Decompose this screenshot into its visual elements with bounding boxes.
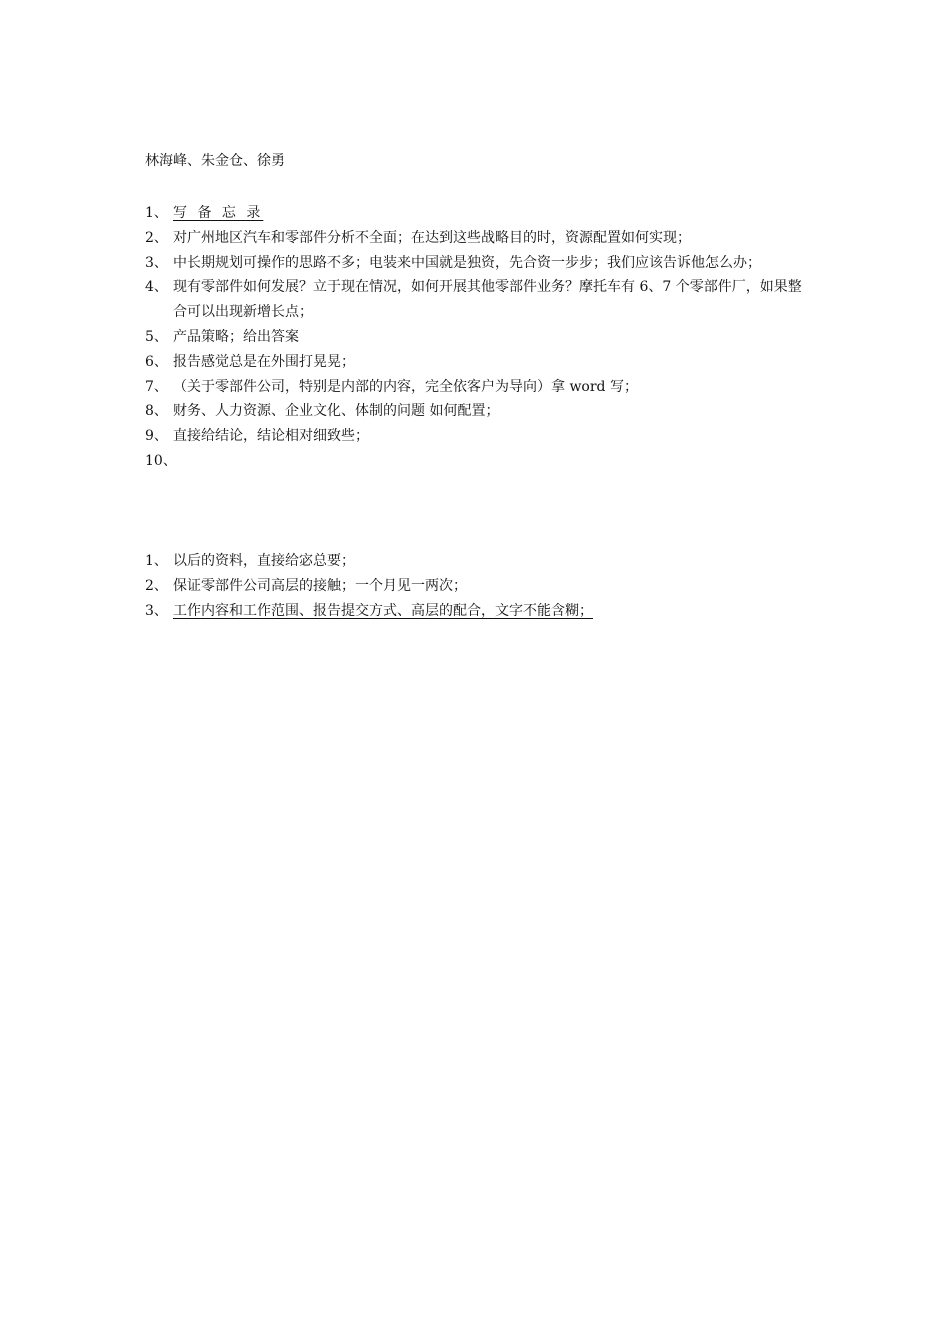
list-number: 6、	[145, 353, 168, 370]
list-number: 3、	[145, 602, 168, 619]
list-text: 工作内容和工作范围、报告提交方式、高层的配合，文字不能含糊；	[173, 602, 593, 619]
list-text: 写 备 忘 录	[173, 205, 264, 221]
list-text: 中长期规划可操作的思路不多；电装来中国就是独资，先合资一步步；我们应该告诉他怎么办；	[173, 254, 761, 271]
list-number: 1、	[145, 553, 168, 569]
list-item	[145, 201, 815, 226]
list-number: 9、	[145, 428, 168, 445]
list-number: 2、	[145, 229, 168, 246]
memo-list	[145, 201, 815, 474]
list-item	[145, 549, 815, 574]
list-item	[145, 399, 815, 424]
list-item	[145, 350, 815, 375]
list-item	[145, 325, 815, 350]
list-text: 产品策略；给出答案	[173, 328, 299, 345]
list-item	[145, 574, 815, 599]
list-number: 8、	[145, 403, 168, 420]
list-item	[145, 375, 815, 400]
list-text: 直接给结论，结论相对细致些；	[173, 428, 369, 445]
list-text: 对广州地区汽车和零部件分析不全面；在达到这些战略目的时，资源配置如何实现；	[173, 229, 691, 246]
list-number: 4、	[145, 279, 168, 296]
list-item	[145, 424, 815, 449]
list-text: 报告感觉总是在外围打晃晃；	[173, 353, 355, 370]
list-number: 7、	[145, 378, 168, 395]
list-number: 1、	[145, 205, 168, 221]
followup-list	[145, 549, 815, 623]
list-item	[145, 251, 815, 276]
list-number: 5、	[145, 328, 168, 345]
list-item	[145, 599, 815, 624]
list-number: 2、	[145, 577, 168, 594]
list-item	[145, 449, 815, 474]
list-text: 财务、人力资源、企业文化、体制的问题 如何配置；	[173, 403, 500, 420]
list-text: 以后的资料，直接给宓总要；	[173, 553, 355, 569]
list-text: 现有零部件如何发展？立于现在情况，如何开展其他零部件业务？摩托车有 6、7 个零部件厂，如果整合可以出现新增长点；	[173, 279, 802, 321]
list-item	[145, 226, 815, 251]
list-text: （关于零部件公司，特别是内部的内容，完全依客户为导向）拿 word 写；	[173, 378, 638, 395]
list-number: 3、	[145, 254, 168, 271]
list-item	[145, 275, 815, 325]
author-names: 林海峰、朱金仓、徐勇	[145, 153, 285, 169]
list-text: 保证零部件公司高层的接触；一个月见一两次；	[173, 577, 467, 594]
list-number: 10、	[145, 452, 177, 469]
